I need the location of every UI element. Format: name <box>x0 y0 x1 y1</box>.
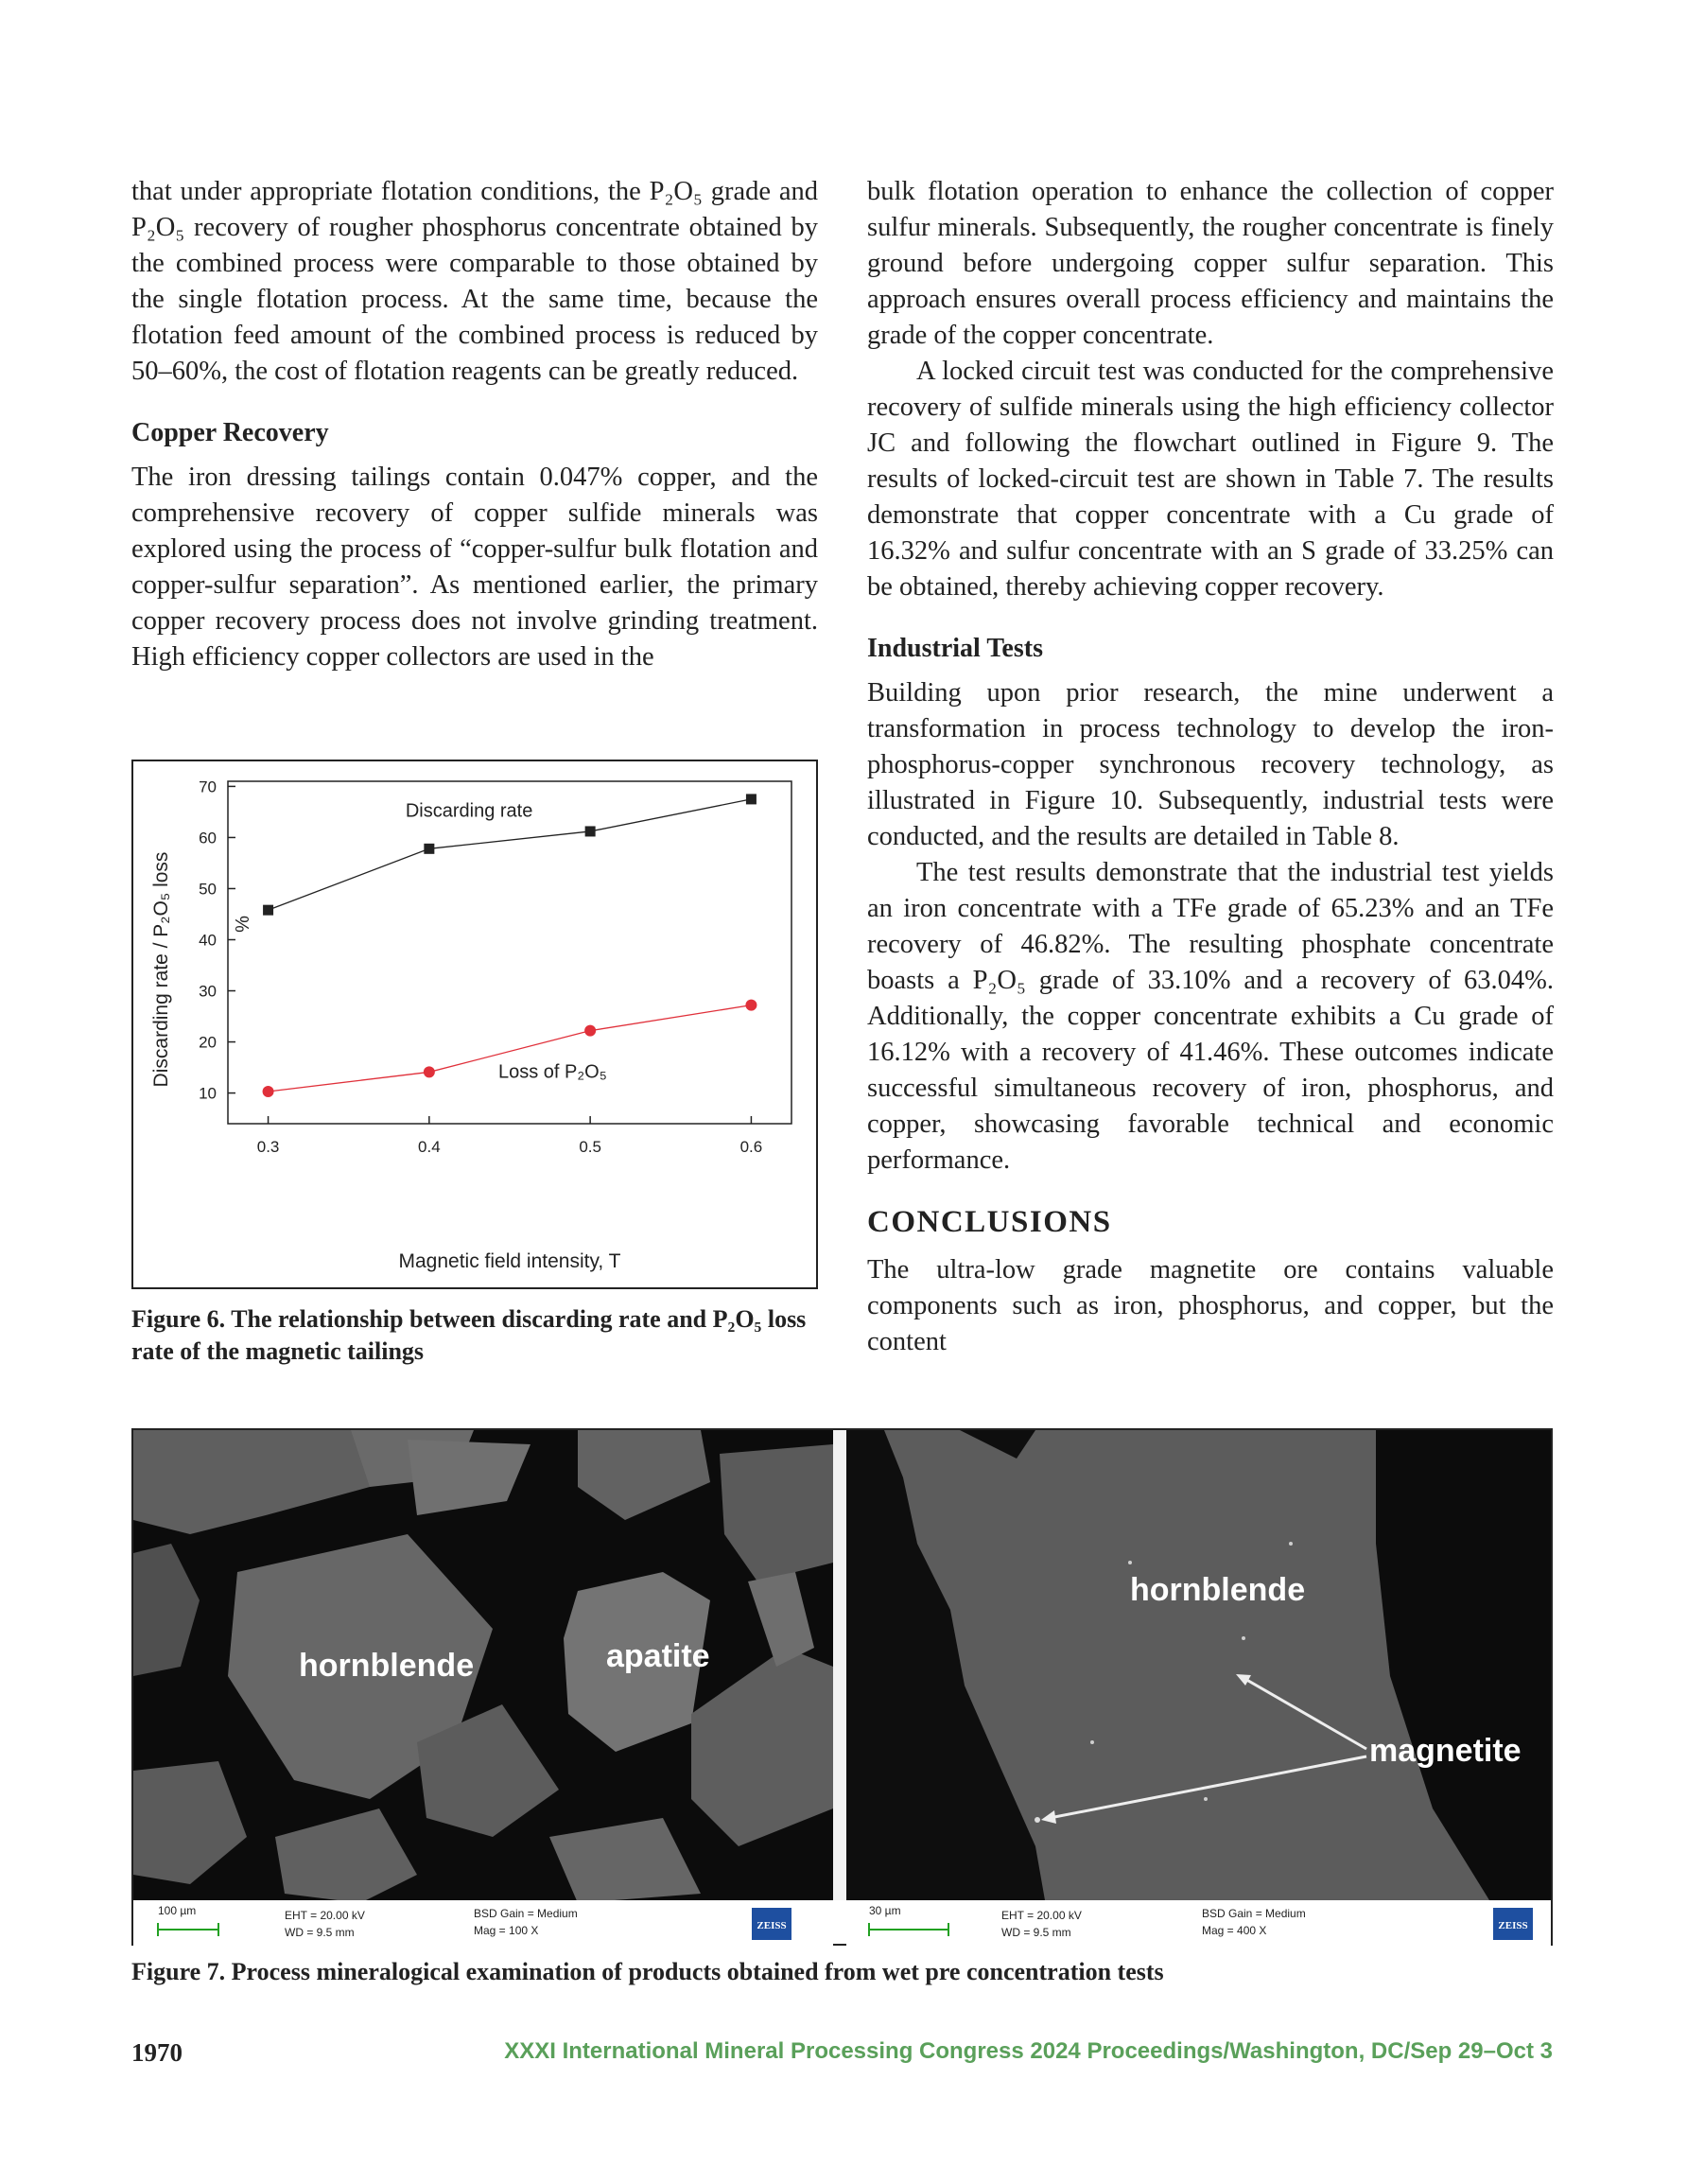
left-column <box>131 174 818 675</box>
data-point <box>584 1025 596 1037</box>
right-paragraph-4: The test results demonstrate that the industrial test yields an iron concentrate with a TFe grade of 65.23% and an TFe recovery of 46.82%. The resulting phosphate concentrate boasts a P₂O₅ grade of 33.10% and a recovery of 63.04%. Additionally, the copper concentrate exhibits a Cu grade of 16.12% with a recovery of 41.46%. These outcomes indicate successful simultaneous recovery of iron, phosphorus, and copper, showcasing favorable technical and economic performance. <box>867 858 1554 1175</box>
y-tick-label: 30 <box>199 982 217 1001</box>
x-axis-label: Magnetic field intensity, T <box>398 1250 621 1272</box>
y-unit-label: % <box>233 916 253 933</box>
data-point <box>424 1066 435 1077</box>
series-label-loss: Loss of P₂O₅ <box>498 1061 607 1083</box>
x-tick-label: 0.3 <box>256 1138 280 1156</box>
sem-panel-left <box>133 1430 833 1946</box>
eht-left: EHT = 20.00 kV <box>285 1909 365 1922</box>
bsd-left: BSD Gain = Medium <box>474 1907 578 1920</box>
wd-right: WD = 9.5 mm <box>1001 1926 1071 1939</box>
sem-label-hornblende: hornblende <box>299 1648 475 1684</box>
sem-image-left <box>133 1430 833 1946</box>
series-label-discarding: Discarding rate <box>405 800 533 822</box>
mag-right: Mag = 400 X <box>1202 1924 1267 1937</box>
sem-label-magnetite: magnetite <box>1369 1733 1522 1769</box>
y-tick-label: 10 <box>199 1084 217 1103</box>
scale-bar-label-left: 100 µm <box>158 1904 197 1917</box>
zeiss-logo-text-right: ZEISS <box>1498 1920 1528 1931</box>
y-tick-label: 70 <box>199 778 217 796</box>
y-tick-label: 20 <box>199 1033 217 1052</box>
x-tick-label: 0.6 <box>739 1138 763 1156</box>
y-tick-label: 40 <box>199 931 217 950</box>
conference-footer: XXXI International Mineral Processing Congress 2024 Proceedings/Washington, DC/Sep 29–Oct 3 <box>504 2038 1553 2064</box>
zeiss-logo-text-left: ZEISS <box>757 1920 787 1931</box>
right-paragraph-5: The ultra-low grade magnetite ore contains valuable components such as iron, phosphorus, and copper, but the content <box>867 1255 1554 1356</box>
figure-6-caption: Figure 6. The relationship between discarding rate and P₂O₅ loss rate of the magnetic tailings <box>131 1305 807 1365</box>
right-column <box>867 174 1554 1360</box>
data-point <box>263 1086 274 1097</box>
data-point <box>263 905 273 916</box>
left-paragraph-2: The iron dressing tailings contain 0.047% copper, and the comprehensive recovery of copper sulfide minerals was explored using the process of “copper-sulfur bulk flotation and copper-sulfur separation”. As mentioned earlier, the primary copper recovery process does not involve grinding treatment. High efficiency copper collectors are used in the <box>131 463 818 672</box>
mag-left: Mag = 100 X <box>474 1924 539 1937</box>
sem-image-right <box>846 1430 1551 1946</box>
sem-panel-right <box>846 1430 1551 1946</box>
page-number: 1970 <box>131 2038 183 2067</box>
left-paragraph-1: that under appropriate flotation conditions, the P₂O₅ grade and P₂O₅ recovery of rougher phosphorus concentrate obtained by the combined process were comparable to those obtained by the single flotation process. At the same time, because the flotation feed amount of the combined process is reduced by 50–60%, the cost of flotation reagents can be greatly reduced. <box>131 177 818 386</box>
data-point <box>585 826 596 836</box>
data-point <box>745 1000 757 1011</box>
x-tick-label: 0.4 <box>418 1138 441 1156</box>
eht-right: EHT = 20.00 kV <box>1001 1909 1082 1922</box>
panel-divider <box>833 1430 846 1900</box>
y-axis-label: Discarding rate / P₂O₅ loss <box>150 851 172 1088</box>
heading-copper-recovery: Copper Recovery <box>131 418 329 447</box>
data-point <box>746 794 757 804</box>
data-point <box>424 844 434 854</box>
bsd-right: BSD Gain = Medium <box>1202 1907 1306 1920</box>
right-paragraph-2: A locked circuit test was conducted for the comprehensive recovery of sulfide minerals using the high efficiency collector JC and following the flowchart outlined in Figure 9. The results of locked-circuit test are shown in Table 7. The results demonstrate that copper concentrate with a Cu grade of 16.32% and sulfur concentrate with an S grade of 33.25% can be obtained, thereby achieving copper recovery. <box>867 357 1554 602</box>
chart-svg <box>133 761 816 1287</box>
y-tick-label: 60 <box>199 829 217 847</box>
scale-bar-label-right: 30 µm <box>869 1904 901 1917</box>
heading-conclusions: CONCLUSIONS <box>867 1205 1112 1239</box>
sem-label-hornblende-right: hornblende <box>1130 1572 1306 1608</box>
right-paragraph-1: bulk flotation operation to enhance the collection of copper sulfur minerals. Subsequently, the rougher concentrate is finely ground before undergoing copper sulfur separation. This approach ensures overall process efficiency and maintains the grade of the copper concentrate. <box>867 177 1554 350</box>
figure-6-chart <box>131 760 818 1289</box>
x-tick-label: 0.5 <box>579 1138 601 1156</box>
sem-label-apatite: apatite <box>606 1638 710 1674</box>
right-paragraph-3: Building upon prior research, the mine underwent a transformation in process technology to develop the iron-phosphorus-copper synchronous recovery technology, as illustrated in Figure 10. Subsequently, industrial tests were conducted, and the results are detailed in Table 8. <box>867 678 1554 851</box>
wd-left: WD = 9.5 mm <box>285 1926 355 1939</box>
heading-industrial-tests: Industrial Tests <box>867 634 1043 663</box>
figure-7-sem-images <box>131 1428 1553 1946</box>
figure-7-caption: Figure 7. Process mineralogical examination of products obtained from wet pre concentration tests <box>131 1958 1164 1985</box>
y-tick-label: 50 <box>199 880 217 899</box>
